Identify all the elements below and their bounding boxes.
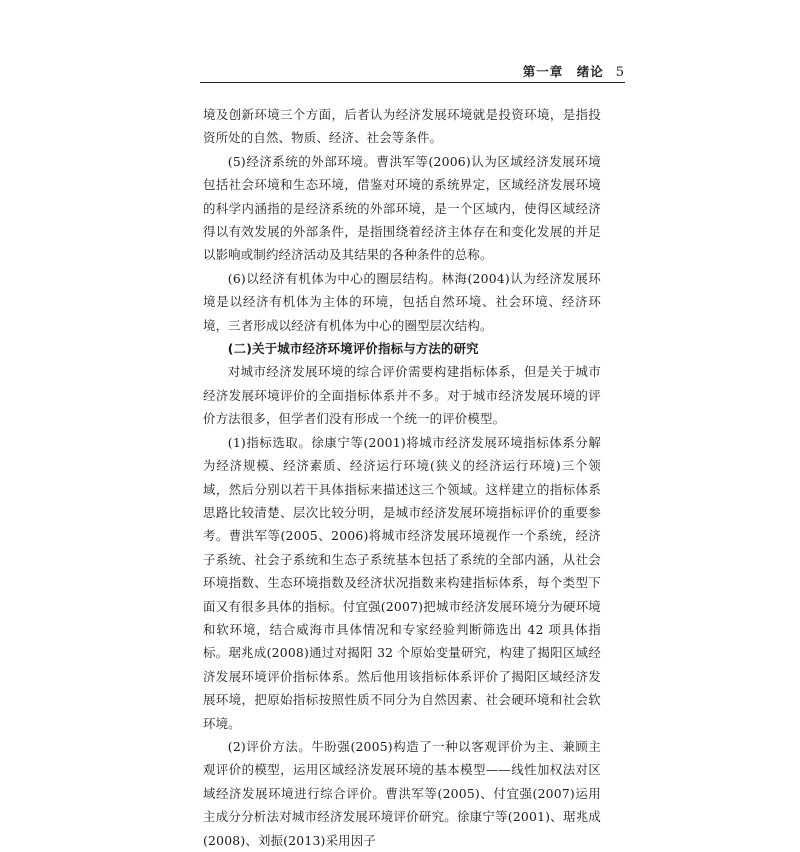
- header-rule: [200, 82, 625, 83]
- paragraph-intro: 对城市经济发展环境的综合评价需要构建指标体系，但是关于城市经济发展环境评价的全面指标体系并不多。对于城市经济发展环境的评价方法很多，但学者们没有形成一个统一的评价模型。: [203, 364, 601, 427]
- body-text: [203, 103, 601, 852]
- paragraph-item-5: (5)经济系统的外部环境。曹洪军等(2006)认为区域经济发展环境包括社会环境和生态环境，借鉴对环境的系统界定，区域经济发展环境的科学内涵指的是经济系统的外部环境，是一个区域内，使得区域经济得以有效发展的外部条件，是指围绕着经济主体存在和变化发展的并足以影响或制约经济活动及其结果的各种条件的总称。: [203, 153, 601, 263]
- page-number: 5: [615, 65, 625, 80]
- paragraph-continued: 境及创新环境三个方面，后者认为经济发展环境就是投资环境，是指投资所处的自然、物质、经济、社会等条件。: [203, 107, 601, 146]
- chapter-title: 第一章 绪论: [522, 64, 604, 79]
- paragraph-indicator-selection: (1)指标选取。徐康宁等(2001)将城市经济发展环境指标体系分解为经济规模、经济素质、经济运行环境(狭义的经济运行环境)三个领域，然后分别以若干具体指标来描述这三个领域。这样建立的指标体系思路比较清楚、层次比较分明，是城市经济发展环境指标评价的重要参考。曹洪军等(2005、2006)将城市经济发展环境视作一个系统，经济子系统、社会子系统和生态子系统基本包括了系统的全部内涵，从社会环境指数、生态环境指数及经济状况指数来构建指标体系，每个类型下面又有很多具体的指标。付宜强(2007)把城市经济发展环境分为硬环境和软环境，结合威海市具体情况和专家经验判断筛选出 42 项具体指标。琚兆成(2008)通过对揭阳 32 个原始变量研究，构建了揭阳区域经济发展环境评价指标体系。然后他用该指标体系评价了揭阳区域经济发展环境，把原始指标按照性质不同分为自然因素、社会硬环境和社会软环境。: [203, 434, 601, 731]
- paragraph-evaluation-method: (2)评价方法。牛盼强(2005)构造了一种以客观评价为主、兼顾主观评价的模型，运用区域经济发展环境的基本模型——线性加权法对区域经济发展环境进行综合评价。曹洪军等(2005)、付宜强(2007)运用主成分分析法对城市经济发展环境评价研究。徐康宁等(2001)、琚兆成(2008)、刘振(2013)采用因子: [203, 738, 601, 848]
- running-head: [200, 62, 625, 80]
- paragraph-item-6: (6)以经济有机体为中心的圈层结构。林海(2004)认为经济发展环境是以经济有机体为主体的环境，包括自然环境、社会环境、经济环境，三者形成以经济有机体为中心的圈型层次结构。: [203, 270, 601, 333]
- section-heading: (二)关于城市经济环境评价指标与方法的研究: [227, 341, 479, 357]
